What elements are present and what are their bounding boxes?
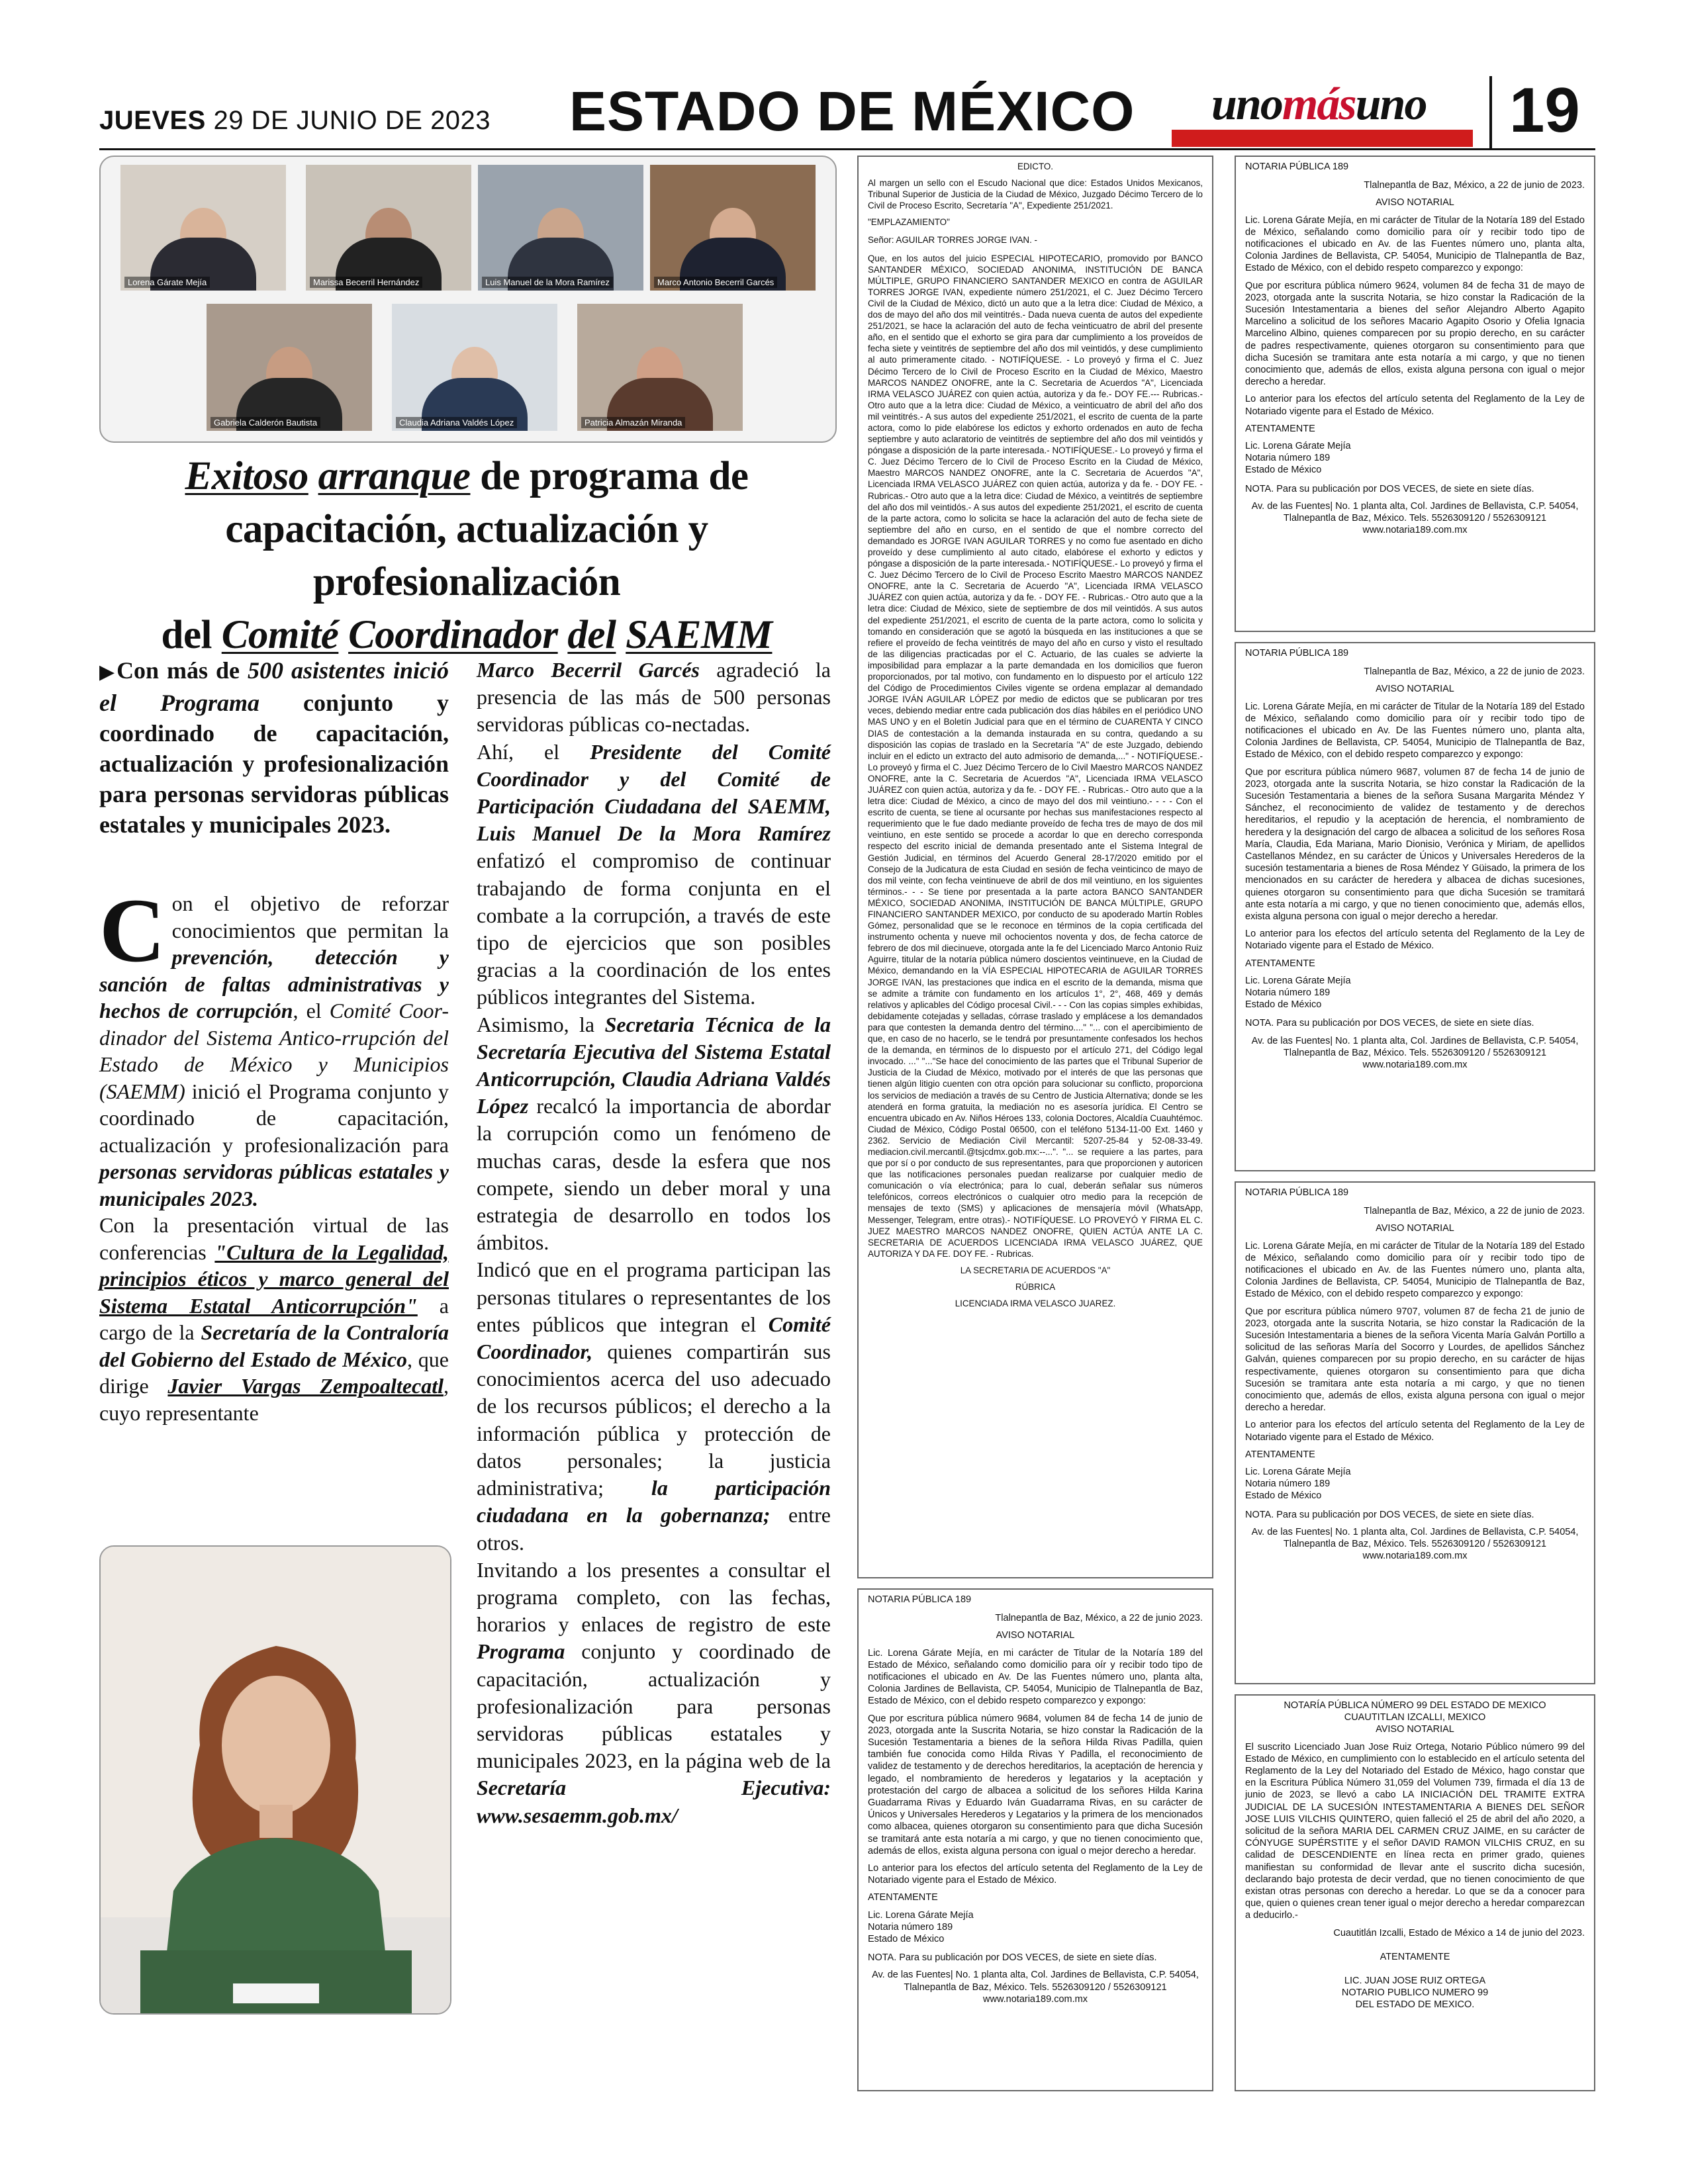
header-rule — [99, 148, 1595, 150]
headline-line-2: capacitación, actualización y profesionalización — [225, 507, 708, 604]
notice-header: NOTARIA PÚBLICA 189 — [868, 1594, 972, 1605]
paragraph-text: enfatizó el compromiso de continuar trabajando de forma conjunta en el combate a la corrupción, a través de este tipo de ejercicios que son posibles gracias a la coordinación de los entes públicos integrantes del Sistema. — [477, 848, 831, 1009]
article-body-column-1 — [99, 880, 449, 1426]
notice-closing: ATENTAMENTE — [1380, 1951, 1450, 1962]
notice-paragraph: Lo anterior para los efectos del artículo setenta del Reglamento de la Ley de Notariado vigente para el Estado de México. — [1245, 929, 1585, 952]
notice-signature: Notaria número 189 — [1245, 1479, 1331, 1490]
notice-paragraph: Lo anterior para los efectos del artículo setenta del Reglamento de la Ley de Notariado vigente para el Estado de México. — [868, 1863, 1203, 1886]
notice-note: NOTA. Para su publicación por DOS VECES, de siete en siete días. — [1245, 1509, 1534, 1520]
notice-title: AVISO NOTARIAL — [1376, 1223, 1454, 1234]
headline-word: arranque — [318, 454, 471, 498]
article-body-column-2 — [477, 657, 831, 1829]
headline-word: Exitoso — [185, 454, 308, 498]
notice-signature: RÚBRICA — [1015, 1282, 1056, 1292]
notice-note: NOTA. Para su publicación por DOS VECES, de siete en siete días. — [1245, 1018, 1534, 1029]
triangle-bullet-icon: ▶ — [99, 660, 117, 684]
paragraph-text: quienes compartirán sus conocimientos acerca del uso adecuado de los recursos públicos; el derecho a la información pública y protección de datos personales; la justicia administrativa; — [477, 1340, 831, 1500]
notice-signature: Notaria número 189 — [1245, 453, 1331, 464]
paragraph-emphasis: Comité Coordinador, — [477, 1312, 831, 1364]
participant-caption: Lorena Gárate Mejía — [124, 277, 210, 288]
conference-title: "Cultura de la Legalidad, principios éticos y marco general del Sistema Estatal Anticorrupción" — [99, 1240, 449, 1318]
web-address: Secretaría Ejecutiva: www.sesaemm.gob.mx/ — [477, 1776, 831, 1827]
article-paragraph — [99, 1212, 449, 1426]
article-paragraph — [99, 880, 449, 1212]
notice-paragraph: Que por escritura pública número 9624, volumen 84 de fecha 31 de mayo de 2023, otorgada ante la suscrita Notaria, se hizo constar la Radicación de la Sucesión Intestamentaria a bienes del señor Alejandro Alberto Agapito Marcelino a solicitud de los señores Macario Agapito Osorio y Ofelia Ignacia Marcelino Albino, quienes comparecen por su propio derecho, en su carácter de padres respectivamente, quienes otorgaron su consentimiento para que dicha Sucesión se tramitara ante esta notaría a mi cargo, y que no tienen conocimiento que, además de ellos, exista alguna persona con igual o mejor derecho a heredar. — [1245, 280, 1585, 388]
headline-word: Coordinador — [348, 613, 558, 657]
logo-red-bar — [1172, 130, 1473, 147]
participant-caption: Patricia Almazán Miranda — [581, 417, 685, 428]
legal-notice — [1235, 156, 1595, 632]
article-headline — [99, 450, 834, 662]
notice-signature: Estado de México — [1245, 999, 1322, 1011]
notice-note: NOTA. Para su publicación por DOS VECES, de siete en siete días. — [1245, 483, 1534, 494]
paragraph-text: entre otros. — [477, 1503, 831, 1555]
paragraph-text: Invitando a los presentes a consultar el programa completo, con las fechas, horarios y enlaces de registro de este — [477, 1557, 831, 1637]
notice-subheader: CUAUTITLAN IZCALLI, MEXICO — [1344, 1712, 1486, 1723]
notice-address: Av. de las Fuentes| No. 1 planta alta, Col. Jardines de Bellavista, C.P. 54054, Tlalnepantla de Baz, México. Tels. 5526309120 / 5526309121 www.notaria189.com.mx — [1251, 1035, 1579, 1071]
drop-cap: C — [99, 880, 165, 981]
notice-closing: ATENTAMENTE — [1245, 423, 1315, 434]
notice-title: AVISO NOTARIAL — [1376, 1724, 1454, 1735]
participant-caption: Marissa Becerril Hernández — [310, 277, 422, 288]
lead-emphasis: 500 asistentes inició el Programa — [99, 657, 449, 716]
notice-title: AVISO NOTARIAL — [1376, 197, 1454, 208]
paragraph-emphasis: prevención, detección y sanción de faltas administrativas y hechos de corrupción — [99, 945, 449, 1023]
participant-tile — [120, 165, 286, 291]
person-name: Marco Becerril Garcés — [477, 658, 700, 682]
notice-place-date: Tlalnepantla de Baz, México, a 22 de junio de 2023. — [1364, 666, 1585, 678]
notice-note: NOTA. Para su publicación por DOS VECES, de siete en siete días. — [868, 1952, 1157, 1964]
issue-date-text: 29 DE JUNIO DE 2023 — [213, 106, 491, 135]
portrait-photo — [99, 1545, 451, 2015]
notice-signature: Estado de México — [1245, 1490, 1322, 1502]
paragraph-emphasis: Programa — [477, 1639, 565, 1664]
issue-day: JUEVES — [99, 106, 206, 135]
paragraph-text: Ahí, el — [477, 739, 590, 764]
notice-paragraph: Al margen un sello con el Escudo Nacional que dice: Estados Unidos Mexicanos, Tribunal Superior de Justicia de la Ciudad de México, Juzgado Décimo Tercero de lo Civil de Proceso Escrito, Secretaría "A", Expediente 251/2021. — [868, 178, 1203, 211]
notice-place-date: Cuautitlán Izcalli, Estado de México a 14 de junio del 2023. — [1333, 1927, 1585, 1938]
videoconference-photo — [99, 156, 837, 443]
lead-text: conjunto y coordinado de capacitación, actualización y profesionalización para personas servidoras públicas estatales y municipales 2023. — [99, 690, 449, 838]
notice-signature: Lic. Lorena Gárate Mejía — [1245, 1467, 1351, 1478]
participant-caption: Claudia Adriana Valdés López — [396, 417, 517, 428]
issue-date — [99, 106, 491, 136]
notice-signature: Lic. Lorena Gárate Mejía — [1245, 441, 1351, 452]
notice-place-date: Tlalnepantla de Baz, México, a 22 de junio 2023. — [995, 1613, 1203, 1624]
paragraph-text: a cargo de la — [99, 1293, 449, 1344]
notice-signature: LA SECRETARIA DE ACUERDOS "A" — [960, 1265, 1111, 1275]
legal-notice — [1235, 642, 1595, 1171]
participant-caption: Gabriela Calderón Bautista — [211, 417, 320, 428]
header-divider — [1489, 76, 1492, 149]
notice-paragraph: "EMPLAZAMIENTO" — [868, 217, 950, 228]
person-name: Javier Vargas Zempoaltecatl — [167, 1374, 444, 1398]
participant-tile — [478, 165, 643, 291]
notice-signature: NOTARIO PUBLICO NUMERO 99 — [1341, 1987, 1489, 1999]
notice-signature: Notaria número 189 — [1245, 987, 1331, 999]
participant-caption: Marco Antonio Becerril Garcés — [654, 277, 777, 288]
paragraph-text: conjunto y coordinado de capacitación, actualización y profesionalización para personas servidoras públicas estatales y municipales 2023, en la página web de la — [477, 1639, 831, 1773]
paragraph-text: agradeció la presencia de las más de 500 personas servidoras públicas co-nectadas. — [477, 658, 831, 737]
notice-header: NOTARIA PÚBLICA 189 — [1245, 1187, 1349, 1198]
notice-signature: DEL ESTADO DE MEXICO. — [1355, 1999, 1475, 2011]
notice-paragraph: Que por escritura pública número 9687, volumen 87 de fecha 14 de junio de 2023, otorgada ante la suscrita Notaria, se hizo constar la Radicación de la Sucesión Testamentaria a bienes de la señora Susana Margarita Méndez Y Sánchez, el reconocimiento de validez de testamento y de derechos hereditarios, el repudio y la aceptación de herencia, el nombramiento de heredera y la designación del cargo de albacea a solicitud de los señores Rosa María, Claudia, Eda Mariana, Mario Dionisio, Verónica y Miriam, de apellidos Castellanos Méndez, en su carácter de Únicos y Universales Herederos de la sucesión testamentaria a bienes de Rosa Méndez Y Güisado, la primera de los mencionados en su carácter de heredera y albacea de dichas sucesiones, quienes otorgaron su consentimiento para que dicha Sucesión se tramitará ante esta notaría a mi cargo, y que no tienen conocimiento que, además ellos, exista alguna persona con igual o mejor derecho a heredar. — [1245, 766, 1585, 923]
paragraph-emphasis: Comité Coor-dinador del Sistema Antico-rrupción del Estado de México y Municipios (SAEMM) — [99, 999, 449, 1103]
notice-paragraph: Lic. Lorena Gárate Mejía, en mi carácter de Titular de la Notaría 189 del Estado de México, señalando como domicilio para oír y recibir todo tipo de notificaciones el ubicado en Av. De las Fuentes número uno, planta alta, Colonia Jardines de Bellavista, CP. 54054, Municipio de Tlalnepantla de Baz, Estado de México, con el debido respeto comparezco y expongo: — [868, 1647, 1203, 1707]
legal-notice — [1235, 1181, 1595, 1684]
notice-paragraph: Lic. Lorena Gárate Mejía, en mi carácter de Titular de la Notaría 189 del Estado de México, señalando como domicilio para oír y recibir todo tipo de notificaciones el ubicado en Av. de las Fuentes número uno, planta alta, Colonia Jardines de Bellavista, CP. 54054, Municipio de Tlalnepantla de Baz, Estado de México, con el debido respeto comparezco y expongo: — [1245, 214, 1585, 274]
logo-part-uno-2: uno — [1355, 79, 1427, 130]
notice-place-date: Tlalnepantla de Baz, México, a 22 de junio de 2023. — [1364, 1206, 1585, 1217]
notice-signature: LIC. JUAN JOSE RUIZ ORTEGA — [1344, 1976, 1486, 1987]
newspaper-logo — [1211, 78, 1426, 131]
notice-signature: Lic. Lorena Gárate Mejía — [868, 1909, 974, 1921]
paragraph-text: Asimismo, la — [477, 1012, 605, 1036]
paragraph-text: , cuyo representante — [99, 1374, 449, 1425]
paragraph-emphasis: la participación ciudadana en la gobernanza; — [477, 1476, 831, 1527]
notice-paragraph: Lo anterior para los efectos del artículo setenta del Reglamento de la Ley de Notariado vigente para el Estado de México. — [1245, 1420, 1585, 1443]
paragraph-text: , el — [293, 999, 330, 1023]
logo-part-mas: más — [1282, 79, 1356, 130]
notice-signature: Lic. Lorena Gárate Mejía — [1245, 975, 1351, 986]
headline-text: del — [161, 613, 222, 657]
article-paragraph — [477, 1011, 831, 1257]
notice-paragraph: Que por escritura pública número 9707, volumen 87 de fecha 21 de junio de 2023, otorgada ante la suscrita Notaria, se hizo constar la Radicación de la Sucesión Intestamentaria a bienes de la señora Vicenta María Galván Portillo a solicitud de las señoras María del Socorro y Lourdes, de apellidos Sánchez Galván, quienes comparecen por su propio derecho, en su carácter de hijas respectivamente, quienes otorgaron su consentimiento para que dicha Sucesión se tramitara ante esta notaría a mi cargo, y que no tienen conocimiento que, además de ellos, exista alguna persona con igual o mejor derecho a heredar. — [1245, 1306, 1585, 1414]
notice-header: NOTARÍA PÚBLICA NÚMERO 99 DEL ESTADO DE MEXICO — [1284, 1700, 1546, 1711]
legal-notice-edicto — [857, 156, 1213, 1578]
logo-part-uno: uno — [1211, 79, 1282, 130]
notice-paragraph: Lo anterior para los efectos del artículo setenta del Reglamento de la Ley de Notariado vigente para el Estado de México. — [1245, 394, 1585, 417]
page-number: 19 — [1509, 75, 1580, 146]
notice-signature: Estado de México — [1245, 465, 1322, 476]
participant-tile — [207, 304, 372, 431]
notice-paragraph: Lic. Lorena Gárate Mejía, en mi carácter de Titular de la Notaría 189 del Estado de México, señalando como domicilio para oír y recibir todo tipo de notificaciones el ubicado en Av. de las Fuentes número uno, planta alta, Colonia Jardines de Bellavista, CP. 54054, Municipio de Tlalnepantla de Baz, Estado de México, con el debido respeto comparezco y expongo: — [1245, 1240, 1585, 1300]
headline-word: SAEMM — [626, 613, 773, 657]
participant-tile — [392, 304, 557, 431]
notice-header: NOTARIA PÚBLICA 189 — [1245, 648, 1349, 659]
notice-address: Av. de las Fuentes| No. 1 planta alta, Col. Jardines de Bellavista, C.P. 54054, Tlalnepantla de Baz, México. Tels. 5526309120 / 5526309121 www.notaria189.com.mx — [872, 1970, 1199, 2005]
legal-notice — [857, 1588, 1213, 2091]
notice-title: AVISO NOTARIAL — [996, 1630, 1075, 1641]
woman-portrait-illustration — [101, 1547, 450, 2013]
headline-word: Comité — [221, 613, 339, 657]
notice-closing: ATENTAMENTE — [1245, 958, 1315, 969]
notice-paragraph: Que por escritura pública número 9684, volumen 84 de fecha 14 de junio de 2023, otorgada ante la Suscrita Notaria, se hizo constar la Radicación de la Sucesión Testamentaria a bienes de la señora Hilda Rivas Padilla, quien también fue conocida como Hilda Rivas Y Padilla, el reconocimiento de validez de testamento y de derechos hereditarios, la aceptación de herencia y legado, el nombramiento de herederos y legatarios y la aceptación y protestación del cargo de albacea a solicitud de los señores Hilda Karina Guadarrama Rivas y Eduardo Iván Guadarrama Rivas, en su carácter de Únicos y Universales Herederos y Legatarios y la primera de los mencionados como albacea, quienes otorgaron su consentimiento para que dicha Sucesión se tramitará ante esta notaría a mi cargo, y que no tienen conocimiento que, además de ellos, exista alguna persona con igual o mejor derecho a heredar. — [868, 1713, 1203, 1856]
notice-header: NOTARIA PÚBLICA 189 — [1245, 161, 1349, 172]
notice-title: EDICTO. — [1017, 161, 1054, 171]
legal-notice-notaria-99 — [1235, 1694, 1595, 2091]
paragraph-text: recalcó la importancia de abordar la corrupción como un fenómeno de muchas caras, desde la esfera que nos compete, siendo un deber moral y una estrategia de desarrollo en todos los ámbitos. — [477, 1094, 831, 1255]
notice-signature: Notaria número 189 — [868, 1921, 953, 1933]
paragraph-emphasis: Secretaría de la Contraloría del Gobierno del Estado de México — [99, 1320, 449, 1371]
notice-signature: LICENCIADA IRMA VELASCO JUAREZ. — [955, 1298, 1116, 1309]
notice-closing: ATENTAMENTE — [868, 1892, 938, 1903]
notice-signature: Estado de México — [868, 1934, 945, 1945]
notice-paragraph: Lic. Lorena Gárate Mejía, en mi carácter de Titular de la Notaría 189 del Estado de México, señalando como domicilio para oír y recibir todo tipo de notificaciones el ubicado en Av. De las Fuentes número uno, planta alta, Colonia Jardines de Bellavista, CP. 54054, Municipio de Tlalnepantla de Baz, Estado de México, con el debido respeto comparezco y expongo: — [1245, 701, 1585, 760]
participant-tile — [577, 304, 743, 431]
participant-tile — [650, 165, 816, 291]
paragraph-text: inició el Programa conjunto y coordinado de capacitación, actualización y profesionalización para — [99, 1079, 449, 1157]
notice-paragraph: Que, en los autos del juicio ESPECIAL HIPOTECARIO, promovido por BANCO SANTANDER MÉXICO, SOCIEDAD ANONIMA, INSTITUCIÓN DE BANCA MÚLTIPLE, GRUPO FINANCIERO SANTANDER MEXICO en contra de AGUILAR TORRES JORGE IVAN, expediente número 251/2021, el C. Juez Décimo Tercero Civil de la Ciudad de México, dictó un auto que a la letra dice: Ciudad de México, a dos de mayo del año dos mil veintitrés.- Dada nueva cuenta de autos del expediente 251/2021, se hace la aclaración del auto de fecha veinticuatro de abril del presente año, en el sentido que el exhorto se gira para dar cumplimiento a los proveídos de fecha siete y veintitrés de septiembre del año dos mil veintidós, y dese cumplimiento al auto primeramente citado. - NOTIFÍQUESE. - Lo proveyó y firma el C. Juez Décimo Tercero de lo Civil de Proceso Escrito en la Ciudad de México, Maestro MARCOS NANDEZ ONOFRE, ante la C. Secretaria de Acuerdos "A", Licenciada IRMA VELASCO JUÁREZ con quien actúa, autoriza y da fe.- DOY FE.--- Rubricas.- Otro auto que a la letra dice: Ciudad de México, a veinticuatro de abril del año dos mil veintitrés.- A sus autos del expediente 251/2021, el escrito de cuenta de la parte actora, como lo pide elabórese los edictos y exhorto ordenados en auto de fecha septiembre y auto aclaratorio de veintitrés de septiembre del año dos mil veintidós y póngase a disposición de la parte interesada.- NOTIFÍQUESE.- Lo proveyó y firma el C. Juez Décimo Tercero de lo Civil de Proceso Escrito en la Ciudad de México, Maestro MARCOS NANDEZ ONOFRE, ante la C. Secretaria de Acuerdos "A", Licenciada IRMA VELASCO JUÁREZ con quien actúa, autoriza y da fe. - DOY FE. -Rubricas.- Otro auto que a la letra dice: Ciudad de México, a veintitrés de septiembre del año dos mil veintidós.- A sus autos del expediente 251/2021, el escrito de cuenta de la parte actora, como lo solicita se hace la aclaración del auto de fecha siete de septiembre del año en curso, en el sentido de que el nombre correcto del demandado es JORGE IVAN AGUILAR TORRES y no como fue asentado en dicho proveído y dese cumplimiento al auto citado, elabórese el exhorto y edictos y póngase a disposición de la parte interesada.- NOTIFÍQUESE.- Lo proveyó y firma el C. Juez Décimo Tercero de lo Civil de Proceso Escrito Maestro MARCOS NANDEZ ONOFRE, ante la C. Secretaria de Acuerdo "A", Licenciada IRMA VELASCO JUÁREZ con quien actúa, autoriza y da fe. - DOY FE. - Rubricas.- Otro auto que a la letra dice: Ciudad de México, siete de septiembre de dos mil veintidós. A sus autos del expediente 251/2021, el escrito de cuenta de la parte actora, como lo solicita y tomando en consideración que se agotó la búsqueda en las instituciones a que se refiere el proveído de fecha veintitrés de mayo del año en curso y visto el resultado de las diligencias practicadas por el C. Actuario, de las cuales se advierte la imposibilidad para emplazar a la parte demandada en los domicilios que fueron proporcionados, por tal motivo, con fundamento en lo dispuesto por el artículo 122 del Código de Procedimientos Civiles vigente se ordena emplazar al demandado JORGE IVÁN AGUILAR LÓPEZ por medio de edictos que se publicaran por tres veces, debiendo mediar entre cada publicación dos días hábiles en el periódico UNO MAS UNO y en el Boletín Judicial para que en el término de CUARENTA Y CINCO DIAS de contestación a la demanda instaurada en su contra, quedando a su disposición las copias de traslado en la Secretaría "A" de este Juzgado, debiendo incluir en el edicto un extracto del auto admisorio de demanda,..." - NOTIFÍQUESE.- Lo proveyó y firma el C. Juez Décimo Tercero de lo Civil Maestro MARCOS NANDEZ ONOFRE, ante la C. Secretaria de Acuerdos "A", Licenciada IRMA VELASCO JUÁREZ con quien actúa, autoriza y da fe. - DOY FE. - Rubricas.- Otro auto que a la letra dice: Ciudad de México, a cinco de mayo del dos mil veintiuno.- - - - Con el escrito de cuenta, se tiene al ocursante por hechas sus manifestaciones respecto al requerimiento que le fue dado mediante proveído de fecha tres de mayo de dos mil veintiuno, en este sentido se procede a acordar lo que en derecho corresponda respecto del escrito inicial de demanda presentado ante el Sistema Integral de Gestión Judicial, en términos del Acuerdo General 28-17/2020 emitido por el Consejo de la Judicatura de esta Ciudad en sesión de fecha veinticinco de mayo de dos mil veinte, con fecha veintinueve de abril de dos mil veintiuno, en los siguientes términos.- - - Se tiene por presentada a la parte actora BANCO SANTANDER MÉXICO, SOCIEDAD ANONIMA, INSTITUCIÓN DE BANCA MÚLTIPLE, GRUPO FINANCIERO SANTANDER MEXICO, por conducto de su apoderado Martín Robles Gómez, personalidad que se le reconoce en términos de la copia certificada del instrumento ochenta y nueve mil ochocientos noventa y dos, de fecha catorce de febrero de dos mil diecinueve, otorgada ante la fe del Licenciado Marco Antonio Ruiz Aguirre, titular de la notaría pública número doscientos veintinueve, en la Ciudad de México, demandando en la VÍA ESPECIAL HIPOTECARIA de AGUILAR TORRES JORGE IVAN, las prestaciones que indica en el escrito de la demanda, misma que se admite a trámite con fundamento en los artículos 1°, 2°, 468, 469 y demás relativos y aplicables del Código procesal Civil.- - - Con las copias simples exhibidas, debidamente cotejadas y selladas, córrase traslado y emplácese a los demandados para que contesten la demanda dentro del término...." "... con el apercibimiento de que, en caso de no hacerlo, se le tendrá por presuntamente confesados los hechos de la demanda, en términos de lo dispuesto por el artículo 271, del Código legal invocado. ..." "..."Se hace del conocimiento de las partes que el Tribunal Superior de Justicia de la Ciudad de México, motivado por el interés de que las personas que tienen algún litigio cuenten con otra opción para solucionar su conflicto, proporciona los servicios de mediación a través de su Centro de Justicia Alternativa; donde se les atenderá en forma gratuita, la mediación no es asesoría jurídica. El Centro se encuentra ubicado en Av. Niños Héroes 133, colonia Doctores, Alcaldía Cuauhtémoc. Ciudad de México, Código Postal 06500, con el teléfono 5134-11-00 Ext. 1460 y 2362. Servicio de Mediación Civil Mercantil: 5207-25-84 y 52-08-33-49. mediacion.civil.mercantil.@tsjcdmx.gob.mx:--...". "... se requiere a las partes, para que por sí o por conducto de sus representantes, para que proporcionen y autoricen que las notificaciones personales puedan realizarse por cualquier medio de comunicación o vía electrónica; para lo cual, deberán señalar sus números telefónicos, correos electrónicos o cualquier otro medio para la recepción de mensajes de texto (SMS) y aplicaciones de mensajería móvil (WhatsApp, Messenger, Telegram, entre otras).- NOTIFÍQUESE. LO PROVEYÓ Y FIRMA EL C. JUEZ MAESTRO MARCOS NANDEZ ONOFRE, QUIEN ACTÚA ANTE LA C. SECRETARIA DE ACUERDOS LICENCIADA IRMA VELASCO JUÁREZ, QUE AUTORIZA Y DA FE. DOY FE. - Rubricas. — [868, 253, 1203, 1259]
notice-place-date: Tlalnepantla de Baz, México, a 22 de junio de 2023. — [1364, 180, 1585, 191]
notice-addressee: Señor: AGUILAR TORRES JORGE IVAN. - — [868, 235, 1037, 246]
notice-address: Av. de las Fuentes| No. 1 planta alta, Col. Jardines de Bellavista, C.P. 54054, Tlalnepantla de Baz, México. Tels. 5526309120 / 5526309121 www.notaria189.com.mx — [1251, 500, 1579, 536]
article-paragraph — [477, 739, 831, 1011]
paragraph-emphasis: personas servidoras públicas estatales y municipales 2023. — [99, 1160, 449, 1210]
notice-paragraph: El suscrito Licenciado Juan Jose Ruiz Ortega, Notario Público número 99 del Estado de México, en cumplimiento con lo establecido en el artículo setenta del Reglamento de la Ley del Notariado del Estado de México, hago constar que en la Escritura Pública Número 31,059 del Volumen 739, firmada el día 13 de junio de 2023, se llevó a cabo LA INICIACIÓN DEL TRAMITE EXTRA JUDICIAL DE LA SUCESIÓN INTESTAMENTARIA A BIENES DEL SEÑOR JOSE LUIS VILCHIS QUINTERO, quien falleció el 25 de abril del año 2020, a solicitud de la señora MARIA DEL CARMEN CRUZ JAIME, en su carácter de CÓNYUGE SUPÉRSTITE y el señor DAVID RAMON VILCHIS CRUZ, en su calidad de DESCENDIENTE en línea recta en primer grado, quienes manifiestan su conformidad de llevar ante el suscrito dicha sucesión, declarando bajo protesta de decir verdad, que no tienen conocimiento de que existan otras personas con derecho a heredar. Lo que se da a conocer para que, quien o quienes crean tener igual o mejor derecho a heredar comparezcan a deducirlo.- — [1245, 1741, 1585, 1921]
headline-word: del — [567, 613, 616, 657]
article-paragraph — [477, 1256, 831, 1556]
article-paragraph — [477, 657, 831, 739]
paragraph-text: Con la presentación virtual de las conferencias — [99, 1213, 449, 1264]
paragraph-emphasis: Secretaria Técnica de la Secretaría Ejecutiva del Sistema Estatal Anticorrupción, Claudia Adriana Valdés López — [477, 1012, 831, 1118]
paragraph-text: Indicó que en el programa participan las personas titulares o representantes de los entes públicos que integran el — [477, 1257, 831, 1336]
headline-text: de programa de — [470, 454, 749, 498]
paragraph-text: on el objetivo de reforzar conocimientos que permitan la — [171, 891, 449, 942]
section-title: ESTADO DE MÉXICO — [569, 80, 1135, 142]
notice-title: AVISO NOTARIAL — [1376, 684, 1454, 695]
notice-closing: ATENTAMENTE — [1245, 1449, 1315, 1460]
lead-text: Con más de — [117, 657, 248, 684]
article-lead — [99, 655, 449, 840]
notice-address: Av. de las Fuentes| No. 1 planta alta, Col. Jardines de Bellavista, C.P. 54054, Tlalnepantla de Baz, México. Tels. 5526309120 / 5526309121 www.notaria189.com.mx — [1251, 1526, 1579, 1562]
participant-caption: Luis Manuel de la Mora Ramírez — [482, 277, 613, 288]
paragraph-emphasis: Presidente del Comité Coordinador y del Comité de Participación Ciudadana del SAEMM, Luis Manuel De la Mora Ramírez — [477, 739, 831, 846]
participant-tile — [306, 165, 471, 291]
paragraph-text: , que dirige — [99, 1347, 449, 1398]
article-paragraph — [477, 1557, 831, 1829]
